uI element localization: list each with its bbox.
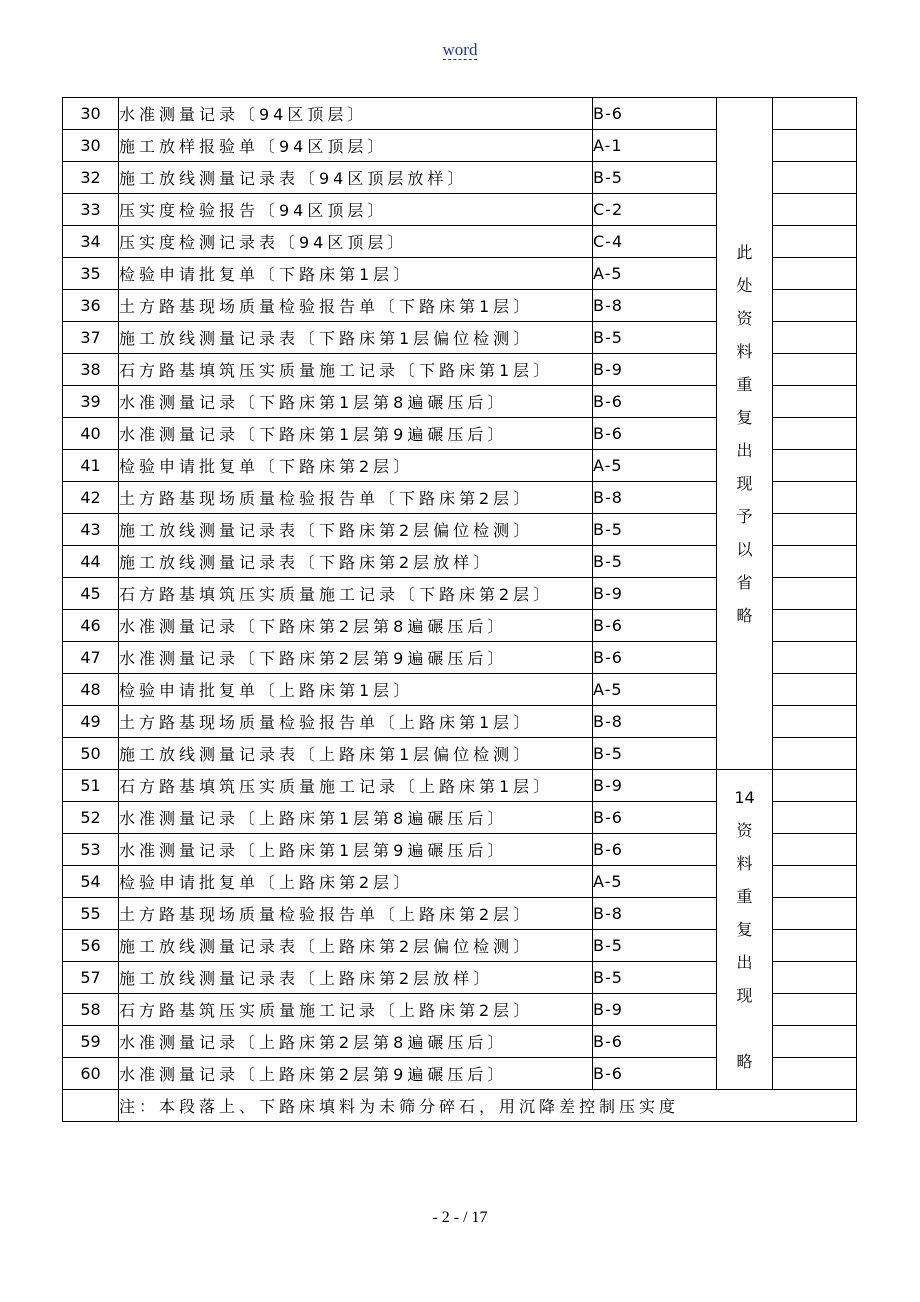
row-form-code: B-8 (593, 290, 717, 322)
row-number: 49 (63, 706, 119, 738)
row-number: 40 (63, 418, 119, 450)
row-number: 33 (63, 194, 119, 226)
row-form-code: B-6 (593, 386, 717, 418)
row-number: 53 (63, 834, 119, 866)
row-document-name: 压实度检测记录表〔94区顶层〕 (119, 226, 593, 258)
row-form-code: B-6 (593, 98, 717, 130)
row-document-name: 土方路基现场质量检验报告单〔上路床第2层〕 (119, 898, 593, 930)
row-document-name: 水准测量记录〔上路床第2层第9遍碾压后〕 (119, 1058, 593, 1090)
row-blank-cell (773, 994, 857, 1026)
row-number: 43 (63, 514, 119, 546)
remark-group-2 (717, 770, 773, 1090)
table-row (63, 770, 857, 802)
row-form-code: B-5 (593, 322, 717, 354)
row-document-name: 水准测量记录〔上路床第2层第8遍碾压后〕 (119, 1026, 593, 1058)
row-document-name: 施工放线测量记录表〔下路床第2层偏位检测〕 (119, 514, 593, 546)
row-blank-cell (773, 642, 857, 674)
row-document-name: 水准测量记录〔94区顶层〕 (119, 98, 593, 130)
row-blank-cell (773, 162, 857, 194)
row-number: 34 (63, 226, 119, 258)
row-blank-cell (773, 962, 857, 994)
row-number: 37 (63, 322, 119, 354)
row-document-name: 石方路基填筑压实质量施工记录〔下路床第1层〕 (119, 354, 593, 386)
row-blank-cell (773, 354, 857, 386)
row-blank-cell (773, 514, 857, 546)
row-document-name: 土方路基现场质量检验报告单〔上路床第1层〕 (119, 706, 593, 738)
row-form-code: B-5 (593, 930, 717, 962)
row-blank-cell (773, 930, 857, 962)
row-form-code: B-5 (593, 162, 717, 194)
note-empty-cell (63, 1090, 119, 1122)
remark-char: 出 (736, 953, 753, 972)
row-blank-cell (773, 482, 857, 514)
row-number: 60 (63, 1058, 119, 1090)
row-number: 47 (63, 642, 119, 674)
row-blank-cell (773, 546, 857, 578)
row-blank-cell (773, 290, 857, 322)
row-blank-cell (773, 802, 857, 834)
row-form-code: A-1 (593, 130, 717, 162)
row-form-code: B-9 (593, 578, 717, 610)
note-row (63, 1090, 857, 1122)
row-blank-cell (773, 1026, 857, 1058)
row-document-name: 水准测量记录〔下路床第2层第8遍碾压后〕 (119, 610, 593, 642)
row-number: 45 (63, 578, 119, 610)
remark-char: 此 (736, 242, 753, 262)
remark-char: 复 (736, 407, 753, 427)
header-link-text[interactable]: word (442, 40, 478, 59)
row-blank-cell (773, 418, 857, 450)
row-number: 38 (63, 354, 119, 386)
row-document-name: 石方路基填筑压实质量施工记录〔上路床第1层〕 (119, 770, 593, 802)
row-number: 41 (63, 450, 119, 482)
row-form-code: B-6 (593, 834, 717, 866)
document-table (62, 97, 857, 1122)
row-document-name: 石方路基填筑压实质量施工记录〔下路床第2层〕 (119, 578, 593, 610)
row-document-name: 水准测量记录〔上路床第1层第8遍碾压后〕 (119, 802, 593, 834)
row-document-name: 施工放样报验单〔94区顶层〕 (119, 130, 593, 162)
row-number: 32 (63, 162, 119, 194)
remark-char: 重 (736, 887, 753, 906)
row-blank-cell (773, 98, 857, 130)
remark-char: 现 (736, 473, 753, 493)
remark-char: 略 (736, 1052, 753, 1071)
row-blank-cell (773, 610, 857, 642)
remark-char: 予 (736, 506, 753, 526)
header-word-link[interactable] (0, 40, 920, 60)
row-form-code: B-8 (593, 898, 717, 930)
table-row (63, 98, 857, 130)
row-document-name: 水准测量记录〔下路床第2层第9遍碾压后〕 (119, 642, 593, 674)
row-blank-cell (773, 706, 857, 738)
row-blank-cell (773, 450, 857, 482)
row-blank-cell (773, 258, 857, 290)
row-form-code: C-4 (593, 226, 717, 258)
row-blank-cell (773, 866, 857, 898)
row-document-name: 检验申请批复单〔下路床第1层〕 (119, 258, 593, 290)
row-number: 48 (63, 674, 119, 706)
row-document-name: 土方路基现场质量检验报告单〔下路床第1层〕 (119, 290, 593, 322)
row-blank-cell (773, 770, 857, 802)
row-form-code: A-5 (593, 866, 717, 898)
row-document-name: 施工放线测量记录表〔上路床第2层偏位检测〕 (119, 930, 593, 962)
row-number: 57 (63, 962, 119, 994)
row-blank-cell (773, 194, 857, 226)
row-number: 44 (63, 546, 119, 578)
row-number: 52 (63, 802, 119, 834)
remark-char: 略 (736, 605, 753, 625)
row-form-code: B-6 (593, 642, 717, 674)
row-blank-cell (773, 738, 857, 770)
row-number: 36 (63, 290, 119, 322)
row-document-name: 检验申请批复单〔下路床第2层〕 (119, 450, 593, 482)
row-form-code: B-9 (593, 994, 717, 1026)
row-number: 59 (63, 1026, 119, 1058)
row-number: 39 (63, 386, 119, 418)
row-document-name: 施工放线测量记录表〔94区顶层放样〕 (119, 162, 593, 194)
note-text: 注：本段落上、下路床填料为未筛分碎石，用沉降差控制压实度 (119, 1090, 857, 1122)
remark-gap (717, 1012, 772, 1045)
row-form-code: A-5 (593, 258, 717, 290)
row-blank-cell (773, 386, 857, 418)
row-form-code: B-5 (593, 962, 717, 994)
row-form-code: B-5 (593, 546, 717, 578)
row-number: 55 (63, 898, 119, 930)
remark-group-1 (717, 98, 773, 770)
remark-count: 14 (734, 788, 755, 807)
row-form-code: A-5 (593, 450, 717, 482)
row-form-code: B-9 (593, 770, 717, 802)
row-document-name: 水准测量记录〔下路床第1层第9遍碾压后〕 (119, 418, 593, 450)
row-blank-cell (773, 578, 857, 610)
row-document-name: 水准测量记录〔下路床第1层第8遍碾压后〕 (119, 386, 593, 418)
row-document-name: 施工放线测量记录表〔下路床第1层偏位检测〕 (119, 322, 593, 354)
row-number: 56 (63, 930, 119, 962)
row-blank-cell (773, 674, 857, 706)
row-form-code: B-5 (593, 738, 717, 770)
remark-char: 料 (736, 341, 753, 361)
row-document-name: 施工放线测量记录表〔上路床第2层放样〕 (119, 962, 593, 994)
row-form-code: B-6 (593, 418, 717, 450)
row-blank-cell (773, 834, 857, 866)
row-number: 58 (63, 994, 119, 1026)
row-form-code: B-8 (593, 482, 717, 514)
row-blank-cell (773, 322, 857, 354)
row-number: 51 (63, 770, 119, 802)
row-document-name: 施工放线测量记录表〔下路床第2层放样〕 (119, 546, 593, 578)
remark-char: 以 (736, 539, 753, 559)
row-form-code: B-9 (593, 354, 717, 386)
page-number: - 2 - / 17 (432, 1209, 488, 1226)
row-blank-cell (773, 226, 857, 258)
row-document-name: 水准测量记录〔上路床第1层第9遍碾压后〕 (119, 834, 593, 866)
remark-char: 资 (736, 308, 753, 328)
row-blank-cell (773, 898, 857, 930)
row-number: 46 (63, 610, 119, 642)
remark-char: 处 (736, 275, 753, 295)
row-form-code: B-6 (593, 610, 717, 642)
page-footer (0, 1209, 920, 1227)
row-document-name: 检验申请批复单〔上路床第1层〕 (119, 674, 593, 706)
remark-char: 资 (736, 821, 753, 840)
remark-char: 料 (736, 854, 753, 873)
row-number: 54 (63, 866, 119, 898)
remark-char: 复 (736, 920, 753, 939)
row-document-name: 石方路基筑压实质量施工记录〔上路床第2层〕 (119, 994, 593, 1026)
remark-char: 现 (736, 986, 753, 1005)
remark-char: 出 (736, 440, 753, 460)
row-blank-cell (773, 1058, 857, 1090)
row-number: 42 (63, 482, 119, 514)
row-form-code: B-5 (593, 514, 717, 546)
row-form-code: B-8 (593, 706, 717, 738)
row-form-code: A-5 (593, 674, 717, 706)
row-number: 30 (63, 98, 119, 130)
row-number: 30 (63, 130, 119, 162)
row-document-name: 施工放线测量记录表〔上路床第1层偏位检测〕 (119, 738, 593, 770)
row-document-name: 压实度检验报告〔94区顶层〕 (119, 194, 593, 226)
row-number: 50 (63, 738, 119, 770)
row-number: 35 (63, 258, 119, 290)
row-form-code: B-6 (593, 1058, 717, 1090)
row-form-code: C-2 (593, 194, 717, 226)
row-blank-cell (773, 130, 857, 162)
row-form-code: B-6 (593, 1026, 717, 1058)
table-body (63, 98, 857, 1122)
row-document-name: 土方路基现场质量检验报告单〔下路床第2层〕 (119, 482, 593, 514)
row-document-name: 检验申请批复单〔上路床第2层〕 (119, 866, 593, 898)
row-form-code: B-6 (593, 802, 717, 834)
remark-char: 省 (736, 572, 753, 592)
remark-char: 重 (736, 374, 753, 394)
